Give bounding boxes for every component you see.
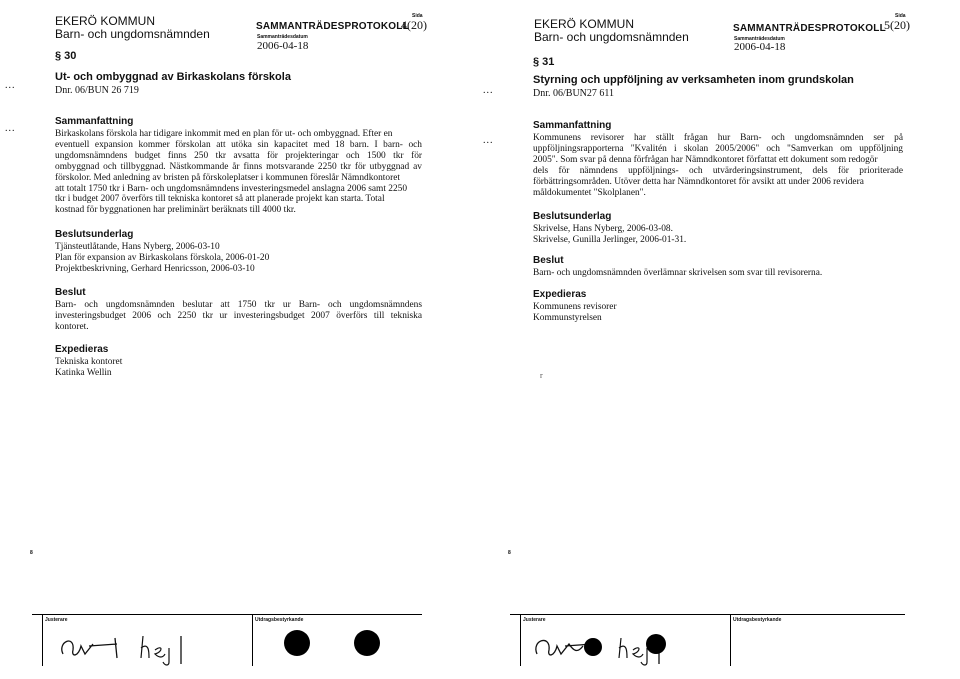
stray-mark: r <box>540 371 543 380</box>
page-label: Sida <box>412 13 423 19</box>
diary-number: Dnr. 06/BUN 26 719 <box>55 85 139 96</box>
basis-line: Skrivelse, Hans Nyberg, 2006-03-08. <box>533 224 673 234</box>
protocol-page-5 <box>480 0 960 679</box>
summary-line: 2005". Som svar på denna förfrågan har Nämndkontoret författat ett dokument som redogör <box>533 154 878 165</box>
decision-line: investeringsbudget 2006 och 2250 tkr ur investeringsbudget 2007 överförs till tekniska <box>55 310 422 321</box>
extract-label: Utdragsbestyrkande <box>733 617 782 623</box>
dispatch-line: Tekniska kontoret <box>55 357 123 367</box>
basis-line: Plan för expansion av Birkaskolans förskola, 2006-01-20 <box>55 252 270 263</box>
hole-punch-icon <box>284 630 310 656</box>
section-heading: Beslut <box>533 255 564 266</box>
page-number: 4(20) <box>401 18 427 32</box>
basis-section <box>533 211 903 246</box>
summary-line: att totalt 1750 tkr i Barn- och ungdomsnämndens investeringsmedel anslagna 2006 samt 2250 <box>55 183 408 194</box>
basis-section <box>55 229 422 275</box>
org-name: EKERÖ KOMMUN <box>534 17 635 31</box>
signature-image <box>45 628 255 668</box>
summary-line: förskolor. Med anledning av bristen på förskoleplatser i kommunen föreslår Nämndkontoret <box>55 172 400 183</box>
meeting-date: 2006-04-18 <box>734 41 786 53</box>
summary-line: Kommunens revisorer har ställt frågan hur Barn- och ungdomsnämnden ser på <box>533 133 903 143</box>
footer-box-divider <box>42 614 43 666</box>
decision-section <box>55 287 422 333</box>
meeting-date-label: Sammanträdesdatum <box>734 36 785 42</box>
dispatch-line: Kommunens revisorer <box>533 302 617 312</box>
summary-line: måldokumentet "Skolplanen". <box>533 187 646 198</box>
hole-punch-icon <box>354 630 380 656</box>
summary-section <box>55 116 422 216</box>
paragraph-number: § 31 <box>533 56 555 68</box>
adjusters-label: Justerare <box>45 617 68 623</box>
dispatch-section <box>533 289 903 324</box>
signature-image <box>523 628 733 668</box>
summary-line: tkr i budget 2007 överförs till tekniska kontoret så att planerade projekt kan starta. Total <box>55 194 385 205</box>
summary-line: dels för nämndens uppföljnings- och utvärderingsinstrument, dels för prioriterade <box>533 165 903 176</box>
margin-number: 8 <box>30 550 33 556</box>
page-number: 5(20) <box>884 18 910 32</box>
footer-top-rule <box>510 614 905 615</box>
summary-line: förbättringsområden. Utöver detta har Nämndkontoret för avsikt att under 2006 revidera <box>533 176 864 187</box>
decision-line: Barn- och ungdomsnämnden överlämnar skrivelsen som svar till revisorerna. <box>533 268 823 278</box>
summary-line: kostnad för byggnationen har preliminärt beräknats till 4000 tkr. <box>55 205 296 216</box>
item-title: Ut- och ombyggnad av Birkaskolans förskola <box>55 71 291 83</box>
footer-top-rule <box>32 614 422 615</box>
hole-punch-icon <box>646 634 666 654</box>
decision-line: kontoret. <box>55 321 89 332</box>
meeting-date: 2006-04-18 <box>257 40 309 52</box>
committee-name: Barn- och ungdomsnämnden <box>55 27 210 41</box>
dispatch-line: Kommunstyrelsen <box>533 312 602 323</box>
section-heading: Beslutsunderlag <box>533 211 612 222</box>
diary-number: Dnr. 06/BUN27 611 <box>533 88 615 99</box>
item-title: Styrning och uppföljning av verksamheten inom grundskolan <box>533 74 854 86</box>
summary-line: uppföljningsrapporterna "Kvalitén i skolan 2005/2006" och "Samverkan om uppföljning <box>533 143 903 154</box>
section-heading: Sammanfattning <box>55 116 134 127</box>
basis-line: Projektbeskrivning, Gerhard Henricsson, 2006-03-10 <box>55 263 255 274</box>
summary-line: ombyggnad och tillbyggnad. Nästkommande år finns motsvarande 2250 tkr för utbyggnad av <box>55 161 422 172</box>
margin-dots: ... <box>5 123 16 134</box>
protocol-title: SAMMANTRÄDESPROTOKOLL <box>256 21 409 32</box>
adjusters-label: Justerare <box>523 617 546 623</box>
margin-dots: ... <box>5 80 16 91</box>
extract-label: Utdragsbestyrkande <box>255 617 304 623</box>
summary-line: ungdomsnämndens budget finns 250 tkr avsatta för projekteringar och 1500 tkr för <box>55 150 422 161</box>
section-heading: Expedieras <box>533 289 587 300</box>
margin-dots: ... <box>483 135 494 146</box>
org-name: EKERÖ KOMMUN <box>55 14 156 28</box>
footer-box-divider <box>520 614 521 666</box>
basis-line: Tjänsteutlåtande, Hans Nyberg, 2006-03-10 <box>55 242 220 252</box>
paragraph-number: § 30 <box>55 50 77 62</box>
section-heading: Beslutsunderlag <box>55 229 134 240</box>
decision-line: Barn- och ungdomsnämnden beslutar att 1750 tkr ur Barn- och ungdomsnämndens <box>55 300 422 310</box>
margin-dots: ... <box>483 85 494 96</box>
committee-name: Barn- och ungdomsnämnden <box>534 30 689 44</box>
decision-section <box>533 255 903 279</box>
summary-section <box>533 120 903 198</box>
section-heading: Expedieras <box>55 344 109 355</box>
page-label: Sida <box>895 13 906 19</box>
summary-line: eventuell expansion kommer förskolan att utöka sin kapacitet med 18 barn. I barn- och <box>55 139 422 150</box>
section-heading: Sammanfattning <box>533 120 612 131</box>
meeting-date-label: Sammanträdesdatum <box>257 34 308 40</box>
basis-line: Skrivelse, Gunilla Jerlinger, 2006-01-31. <box>533 234 687 245</box>
section-heading: Beslut <box>55 287 86 298</box>
summary-line: Birkaskolans förskola har tidigare inkommit med en plan för ut- och ombyggnad. Efter en <box>55 129 393 139</box>
protocol-title: SAMMANTRÄDESPROTOKOLL <box>733 23 886 34</box>
margin-number: 8 <box>508 550 511 556</box>
dispatch-line: Katinka Wellin <box>55 367 112 378</box>
dispatch-section <box>55 344 422 379</box>
